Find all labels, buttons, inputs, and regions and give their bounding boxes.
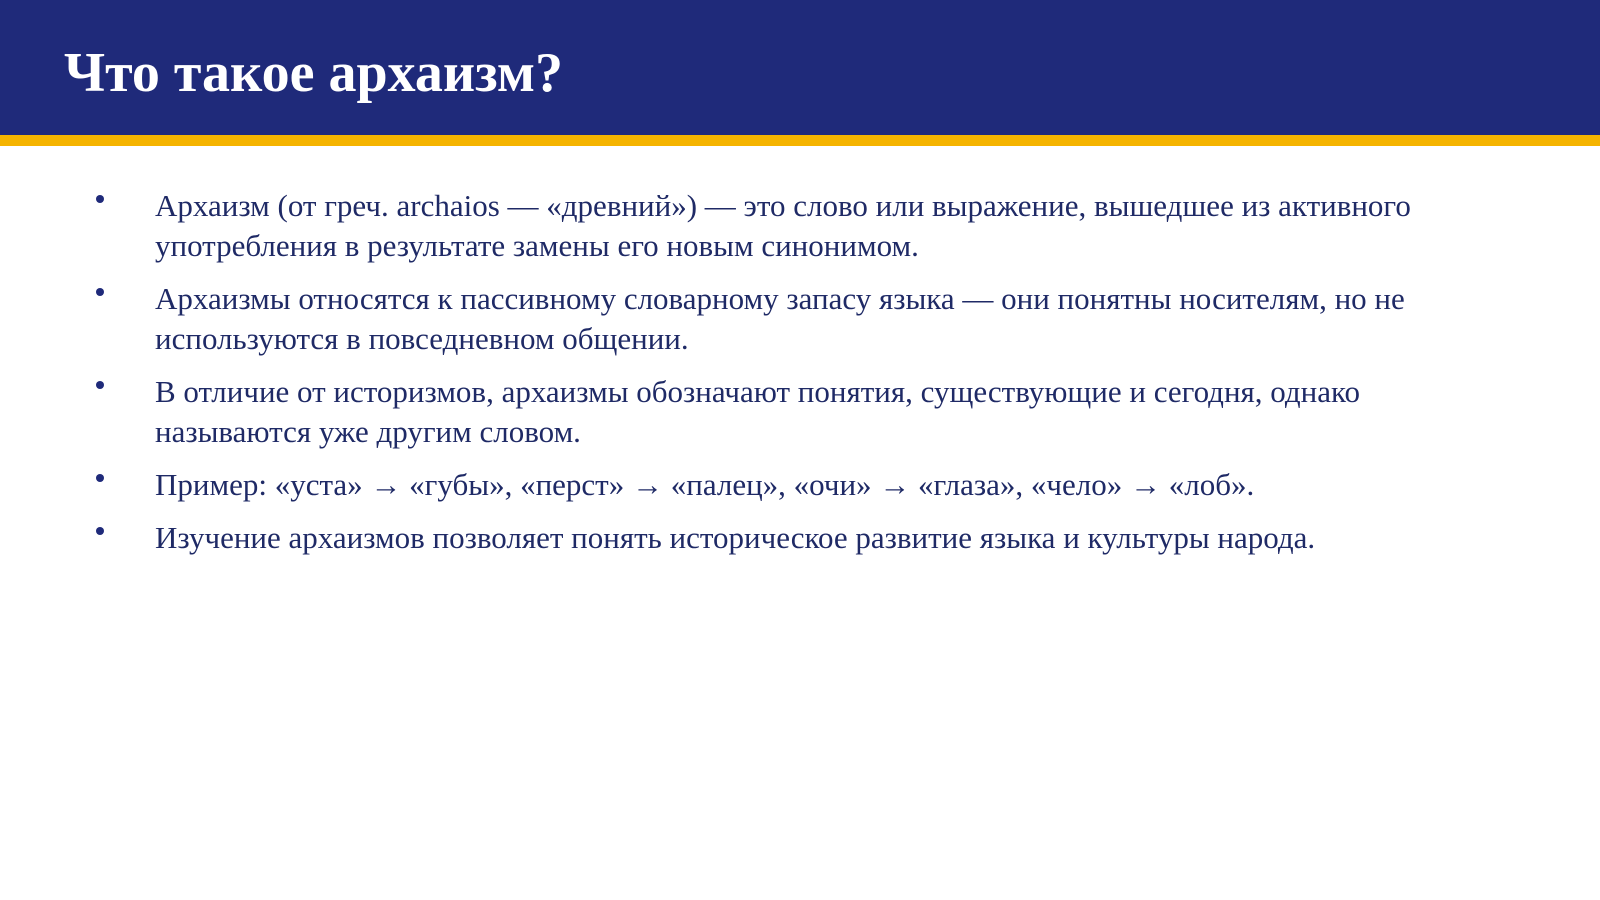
bullet-item-study (0, 518, 1600, 558)
bullet-text: Архаизм (от греч. archaios — «древний») — это слово или выражение, вышедшее из активного употребления в результате замены его новым синонимом. (155, 188, 1411, 263)
bullet-text: Изучение архаизмов позволяет понять историческое развитие языка и культуры народа. (155, 520, 1316, 555)
bullet-marker (96, 527, 104, 535)
title-bar (0, 0, 1600, 135)
bullet-item-passive-vocabulary (0, 279, 1600, 359)
bullet-text: Пример: «уста» → «губы», «перст» → «палец», «очи» → «глаза», «чело» → «лоб». (155, 467, 1255, 502)
bullet-marker (96, 195, 104, 203)
bullet-text: В отличие от историзмов, архаизмы обозначают понятия, существующие и сегодня, однако называются уже другим словом. (155, 374, 1361, 449)
bullet-item-historicisms (0, 372, 1600, 452)
bullet-marker (96, 288, 104, 296)
bullet-item-examples (0, 465, 1600, 505)
bullet-text: Архаизмы относятся к пассивному словарному запасу языка — они понятны носителям, но не используются в повседневном общении. (155, 281, 1405, 356)
bullet-item-definition (0, 186, 1600, 266)
bullet-marker (96, 381, 104, 389)
slide-title: Что такое архаизм? (64, 42, 563, 104)
accent-stripe (0, 135, 1600, 146)
bullet-marker (96, 474, 104, 482)
bullet-list (0, 186, 1600, 571)
